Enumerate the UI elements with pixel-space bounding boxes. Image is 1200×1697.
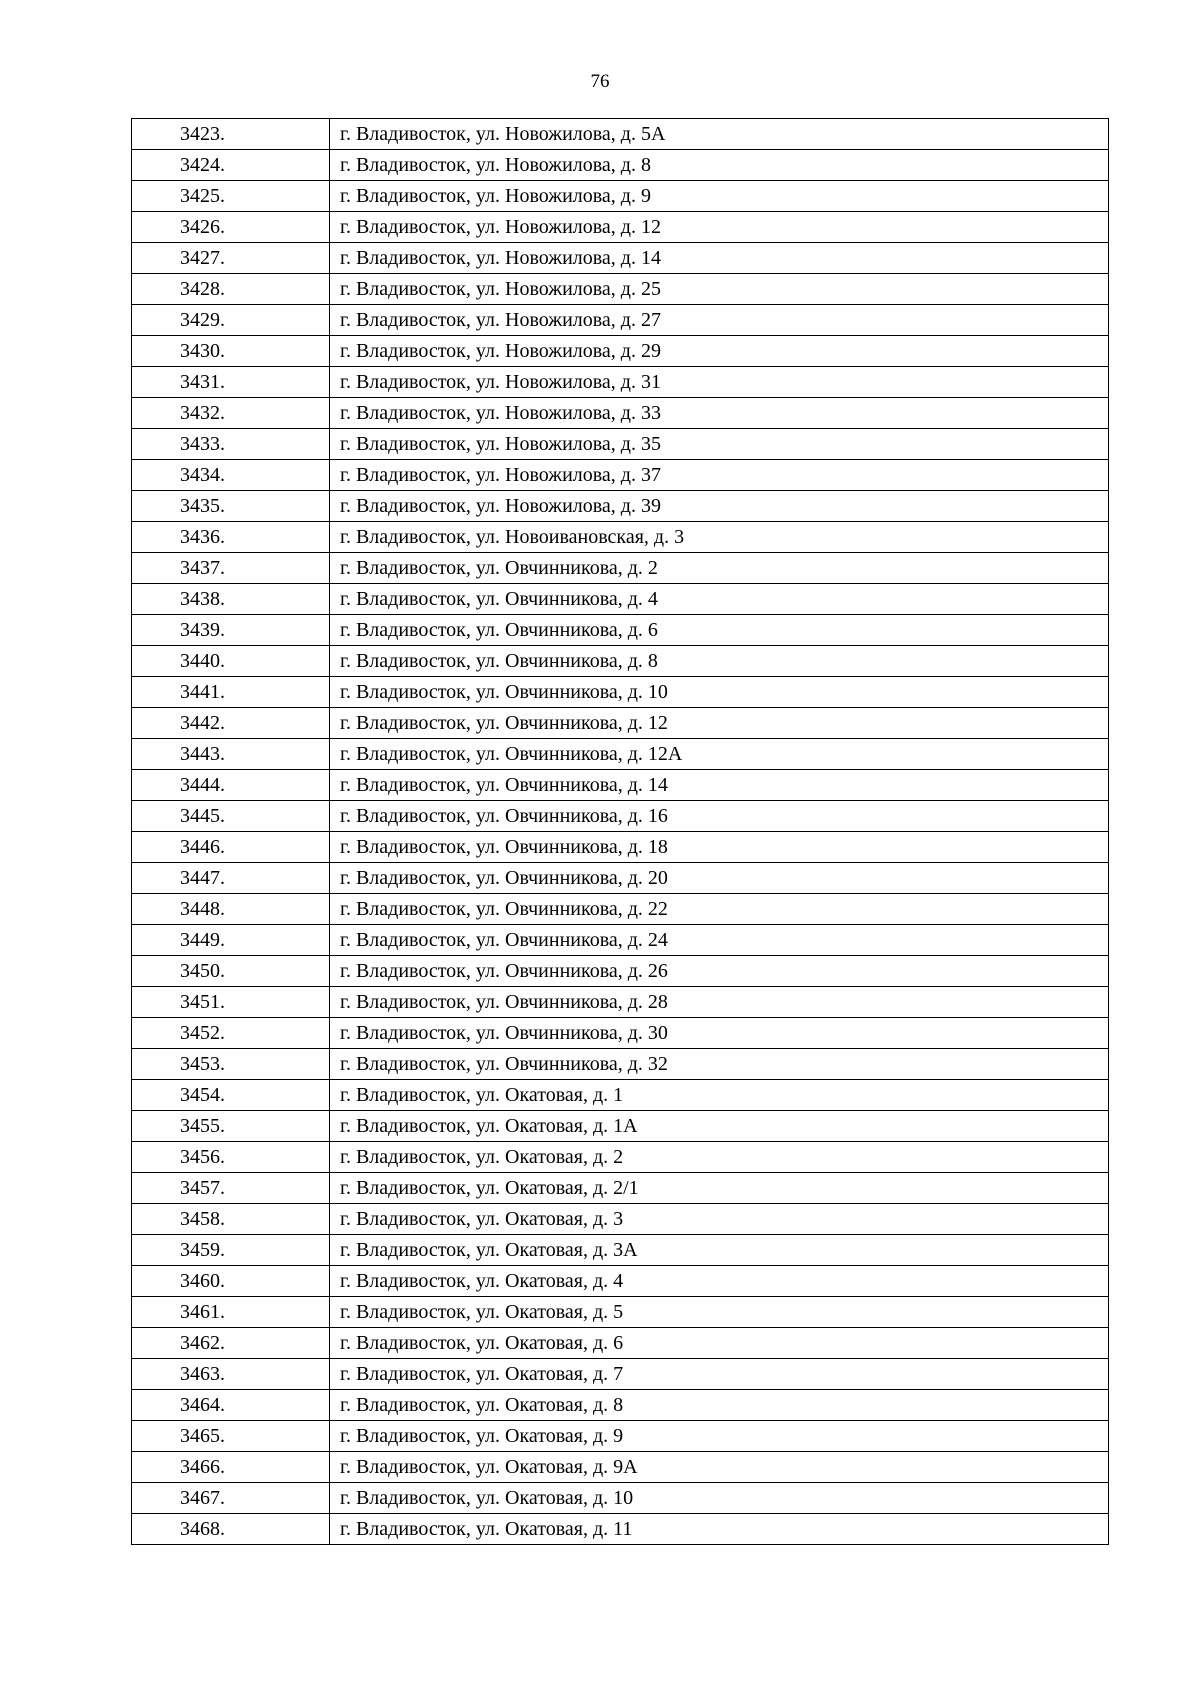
table-row (132, 1452, 1109, 1483)
address-cell: г. Владивосток, ул. Овчинникова, д. 2 (330, 553, 1109, 584)
table-row (132, 305, 1109, 336)
address-cell: г. Владивосток, ул. Овчинникова, д. 6 (330, 615, 1109, 646)
address-cell: г. Владивосток, ул. Новожилова, д. 12 (330, 212, 1109, 243)
table-row (132, 1111, 1109, 1142)
table-row (132, 181, 1109, 212)
row-number-cell: 3423. (132, 119, 330, 150)
table-row (132, 739, 1109, 770)
address-cell: г. Владивосток, ул. Новожилова, д. 29 (330, 336, 1109, 367)
row-number-cell: 3460. (132, 1266, 330, 1297)
table-row (132, 336, 1109, 367)
table-row (132, 1328, 1109, 1359)
row-number-cell: 3442. (132, 708, 330, 739)
row-number-cell: 3459. (132, 1235, 330, 1266)
row-number-cell: 3458. (132, 1204, 330, 1235)
address-cell: г. Владивосток, ул. Овчинникова, д. 22 (330, 894, 1109, 925)
page-number: 76 (590, 71, 610, 92)
row-number-cell: 3441. (132, 677, 330, 708)
address-cell: г. Владивосток, ул. Окатовая, д. 9 (330, 1421, 1109, 1452)
table-row (132, 1173, 1109, 1204)
row-number-cell: 3428. (132, 274, 330, 305)
row-number-cell: 3461. (132, 1297, 330, 1328)
address-cell: г. Владивосток, ул. Новожилова, д. 14 (330, 243, 1109, 274)
row-number-cell: 3430. (132, 336, 330, 367)
row-number-cell: 3444. (132, 770, 330, 801)
table-row (132, 1390, 1109, 1421)
address-cell: г. Владивосток, ул. Овчинникова, д. 18 (330, 832, 1109, 863)
table-row (132, 832, 1109, 863)
table-row (132, 708, 1109, 739)
row-number-cell: 3453. (132, 1049, 330, 1080)
table-row (132, 677, 1109, 708)
row-number-cell: 3429. (132, 305, 330, 336)
row-number-cell: 3452. (132, 1018, 330, 1049)
row-number-cell: 3433. (132, 429, 330, 460)
address-cell: г. Владивосток, ул. Окатовая, д. 11 (330, 1514, 1109, 1545)
row-number-cell: 3466. (132, 1452, 330, 1483)
table-row (132, 429, 1109, 460)
row-number-cell: 3463. (132, 1359, 330, 1390)
address-cell: г. Владивосток, ул. Новожилова, д. 37 (330, 460, 1109, 491)
table-row (132, 274, 1109, 305)
address-cell: г. Владивосток, ул. Овчинникова, д. 30 (330, 1018, 1109, 1049)
row-number-cell: 3443. (132, 739, 330, 770)
address-cell: г. Владивосток, ул. Окатовая, д. 7 (330, 1359, 1109, 1390)
row-number-cell: 3454. (132, 1080, 330, 1111)
table-row (132, 553, 1109, 584)
address-cell: г. Владивосток, ул. Окатовая, д. 2/1 (330, 1173, 1109, 1204)
address-cell: г. Владивосток, ул. Новожилова, д. 33 (330, 398, 1109, 429)
row-number-cell: 3427. (132, 243, 330, 274)
table-row (132, 398, 1109, 429)
address-cell: г. Владивосток, ул. Овчинникова, д. 16 (330, 801, 1109, 832)
address-cell: г. Владивосток, ул. Новожилова, д. 31 (330, 367, 1109, 398)
address-table (131, 118, 1109, 1545)
address-cell: г. Владивосток, ул. Овчинникова, д. 32 (330, 1049, 1109, 1080)
row-number-cell: 3424. (132, 150, 330, 181)
address-cell: г. Владивосток, ул. Окатовая, д. 3 (330, 1204, 1109, 1235)
address-cell: г. Владивосток, ул. Окатовая, д. 3А (330, 1235, 1109, 1266)
address-cell: г. Владивосток, ул. Овчинникова, д. 12А (330, 739, 1109, 770)
table-row (132, 615, 1109, 646)
table-row (132, 1204, 1109, 1235)
table-row (132, 1483, 1109, 1514)
row-number-cell: 3446. (132, 832, 330, 863)
table-row (132, 894, 1109, 925)
row-number-cell: 3431. (132, 367, 330, 398)
address-cell: г. Владивосток, ул. Овчинникова, д. 28 (330, 987, 1109, 1018)
table-row (132, 956, 1109, 987)
row-number-cell: 3449. (132, 925, 330, 956)
table-row (132, 1297, 1109, 1328)
address-cell: г. Владивосток, ул. Новожилова, д. 39 (330, 491, 1109, 522)
address-cell: г. Владивосток, ул. Новожилова, д. 9 (330, 181, 1109, 212)
address-table-body (132, 119, 1109, 1545)
row-number-cell: 3457. (132, 1173, 330, 1204)
table-row (132, 522, 1109, 553)
table-row (132, 460, 1109, 491)
table-row (132, 150, 1109, 181)
row-number-cell: 3456. (132, 1142, 330, 1173)
address-cell: г. Владивосток, ул. Окатовая, д. 1 (330, 1080, 1109, 1111)
row-number-cell: 3425. (132, 181, 330, 212)
address-cell: г. Владивосток, ул. Окатовая, д. 9А (330, 1452, 1109, 1483)
row-number-cell: 3464. (132, 1390, 330, 1421)
row-number-cell: 3440. (132, 646, 330, 677)
table-row (132, 770, 1109, 801)
row-number-cell: 3450. (132, 956, 330, 987)
row-number-cell: 3467. (132, 1483, 330, 1514)
row-number-cell: 3451. (132, 987, 330, 1018)
table-row (132, 584, 1109, 615)
table-row (132, 1266, 1109, 1297)
row-number-cell: 3434. (132, 460, 330, 491)
address-cell: г. Владивосток, ул. Окатовая, д. 1А (330, 1111, 1109, 1142)
row-number-cell: 3438. (132, 584, 330, 615)
table-row (132, 1421, 1109, 1452)
address-cell: г. Владивосток, ул. Окатовая, д. 2 (330, 1142, 1109, 1173)
table-row (132, 1235, 1109, 1266)
row-number-cell: 3448. (132, 894, 330, 925)
address-cell: г. Владивосток, ул. Новожилова, д. 8 (330, 150, 1109, 181)
table-row (132, 1359, 1109, 1390)
table-row (132, 925, 1109, 956)
table-row (132, 119, 1109, 150)
address-cell: г. Владивосток, ул. Новожилова, д. 35 (330, 429, 1109, 460)
row-number-cell: 3468. (132, 1514, 330, 1545)
address-cell: г. Владивосток, ул. Новожилова, д. 25 (330, 274, 1109, 305)
address-cell: г. Владивосток, ул. Овчинникова, д. 10 (330, 677, 1109, 708)
row-number-cell: 3447. (132, 863, 330, 894)
row-number-cell: 3455. (132, 1111, 330, 1142)
row-number-cell: 3426. (132, 212, 330, 243)
row-number-cell: 3445. (132, 801, 330, 832)
address-cell: г. Владивосток, ул. Окатовая, д. 5 (330, 1297, 1109, 1328)
table-row (132, 367, 1109, 398)
address-cell: г. Владивосток, ул. Овчинникова, д. 12 (330, 708, 1109, 739)
row-number-cell: 3436. (132, 522, 330, 553)
address-cell: г. Владивосток, ул. Новоивановская, д. 3 (330, 522, 1109, 553)
address-cell: г. Владивосток, ул. Новожилова, д. 27 (330, 305, 1109, 336)
table-row (132, 863, 1109, 894)
table-row (132, 1080, 1109, 1111)
table-row (132, 212, 1109, 243)
row-number-cell: 3465. (132, 1421, 330, 1452)
table-row (132, 646, 1109, 677)
table-row (132, 1018, 1109, 1049)
table-row (132, 243, 1109, 274)
table-row (132, 1142, 1109, 1173)
address-cell: г. Владивосток, ул. Овчинникова, д. 14 (330, 770, 1109, 801)
address-cell: г. Владивосток, ул. Окатовая, д. 10 (330, 1483, 1109, 1514)
table-row (132, 491, 1109, 522)
row-number-cell: 3462. (132, 1328, 330, 1359)
address-cell: г. Владивосток, ул. Овчинникова, д. 4 (330, 584, 1109, 615)
address-cell: г. Владивосток, ул. Овчинникова, д. 8 (330, 646, 1109, 677)
table-row (132, 1049, 1109, 1080)
address-cell: г. Владивосток, ул. Окатовая, д. 6 (330, 1328, 1109, 1359)
row-number-cell: 3432. (132, 398, 330, 429)
table-row (132, 801, 1109, 832)
address-cell: г. Владивосток, ул. Окатовая, д. 8 (330, 1390, 1109, 1421)
table-row (132, 1514, 1109, 1545)
address-cell: г. Владивосток, ул. Овчинникова, д. 26 (330, 956, 1109, 987)
address-cell: г. Владивосток, ул. Новожилова, д. 5А (330, 119, 1109, 150)
row-number-cell: 3435. (132, 491, 330, 522)
row-number-cell: 3439. (132, 615, 330, 646)
address-cell: г. Владивосток, ул. Овчинникова, д. 20 (330, 863, 1109, 894)
table-row (132, 987, 1109, 1018)
row-number-cell: 3437. (132, 553, 330, 584)
address-cell: г. Владивосток, ул. Овчинникова, д. 24 (330, 925, 1109, 956)
address-cell: г. Владивосток, ул. Окатовая, д. 4 (330, 1266, 1109, 1297)
